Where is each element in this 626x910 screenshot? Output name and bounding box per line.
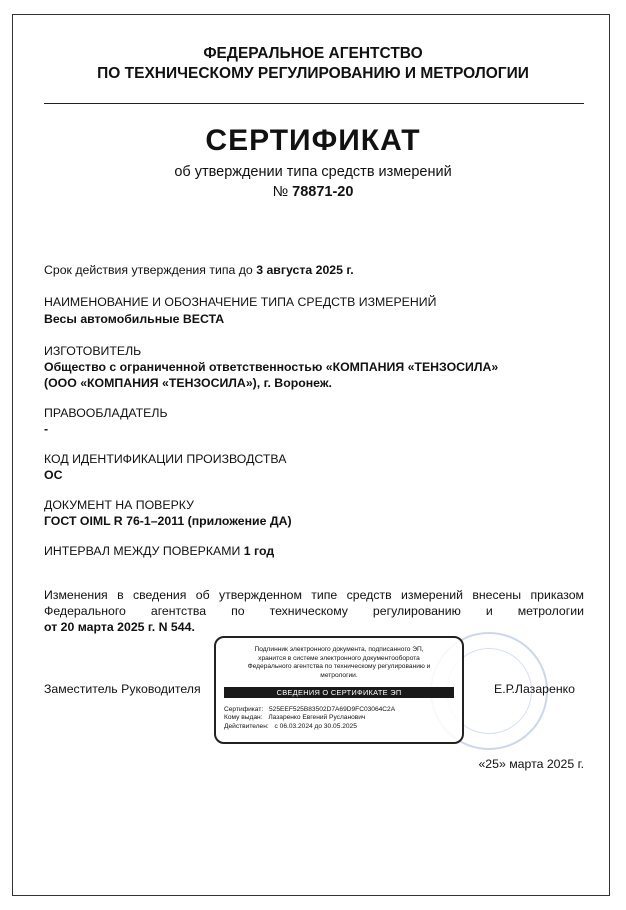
stamp-intro-line-3: Федерального агентства по техническому регулированию и: [247, 663, 431, 671]
interval-value: 1 год: [243, 544, 275, 558]
certificate-number: [0, 184, 626, 200]
stamp-valid-value: с 06.03.2024 до 30.05.2025: [274, 722, 357, 730]
validity-label: Срок действия утверждения типа до: [44, 263, 253, 277]
manufacturer-heading: ИЗГОТОВИТЕЛЬ: [44, 344, 142, 358]
electronic-signature-stamp: [214, 636, 464, 744]
header-divider: [44, 103, 584, 104]
manufacturer-line-2: (ООО «КОМПАНИЯ «ТЕНЗОСИЛА»), г. Воронеж.: [44, 376, 332, 390]
certificate-subtitle: об утверждении типа средств измерений: [174, 164, 452, 180]
manufacturer-line-1: Общество с ограниченной ответственностью «КОМПАНИЯ «ТЕНЗОСИЛА»: [44, 360, 499, 374]
validity-date: 3 августа 2025 г.: [256, 263, 354, 277]
stamp-certificate-label: Сертификат:: [224, 706, 264, 713]
agency-name-line-2: ПО ТЕХНИЧЕСКОМУ РЕГУЛИРОВАНИЮ И МЕТРОЛОГИИ: [97, 65, 529, 82]
verification-interval-line: [44, 543, 584, 560]
verification-document-value: ГОСТ OIML R 76-1–2011 (приложение ДА): [44, 514, 292, 528]
stamp-intro: [216, 646, 462, 680]
certificate-title: СЕРТИФИКАТ: [205, 124, 421, 157]
stamp-header-bar: СВЕДЕНИЯ О СЕРТИФИКАТЕ ЭП: [224, 687, 454, 698]
changes-line-1: Изменения в сведения об утвержденном типе средств измерений внесены приказом: [44, 588, 584, 602]
rights-holder-heading: ПРАВООБЛАДАТЕЛЬ: [44, 406, 168, 420]
validity-line: [44, 262, 584, 279]
stamp-intro-line-1: Подлинник электронного документа, подписанного ЭП,: [254, 646, 424, 653]
production-code-heading: КОД ИДЕНТИФИКАЦИИ ПРОИЗВОДСТВА: [44, 452, 287, 466]
stamp-intro-line-4: метрологии.: [320, 671, 358, 679]
name-value: Весы автомобильные ВЕСТА: [44, 312, 225, 326]
rights-holder-value: -: [44, 422, 49, 436]
stamp-issued-to-value: Лазаренко Евгений Русланович: [268, 714, 366, 722]
name-heading: НАИМЕНОВАНИЕ И ОБОЗНАЧЕНИЕ ТИПА СРЕДСТВ ИЗМЕРЕНИЙ: [44, 295, 437, 309]
issue-date: «25» марта 2025 г.: [478, 757, 584, 771]
production-code-value: ОС: [44, 468, 63, 482]
changes-line-3: от 20 марта 2025 г. N 544.: [44, 620, 195, 634]
stamp-valid-row: [224, 723, 395, 731]
certificate-number-value: 78871-20: [292, 184, 354, 200]
stamp-details: [224, 706, 395, 731]
stamp-issued-to-row: [224, 714, 395, 722]
certificate-number-prefix: №: [272, 184, 289, 200]
stamp-issued-to-label: Кому выдан:: [224, 714, 263, 722]
stamp-valid-label: Действителен:: [224, 722, 269, 730]
verification-document-heading: ДОКУМЕНТ НА ПОВЕРКУ: [44, 498, 194, 512]
interval-label: ИНТЕРВАЛ МЕЖДУ ПОВЕРКАМИ: [44, 544, 241, 558]
stamp-intro-line-2: хранится в системе электронного документооборота: [258, 654, 420, 662]
signatory-name: Е.Р.Лазаренко: [494, 682, 575, 696]
stamp-certificate-value: 525EEF525B83502D7A69D9FC03064C2A: [269, 706, 396, 713]
changes-line-2: Федерального агентства по техническому регулированию и метрологии: [44, 604, 584, 618]
signatory-position: Заместитель Руководителя: [44, 682, 201, 696]
agency-name-line-1: ФЕДЕРАЛЬНОЕ АГЕНТСТВО: [203, 45, 423, 62]
